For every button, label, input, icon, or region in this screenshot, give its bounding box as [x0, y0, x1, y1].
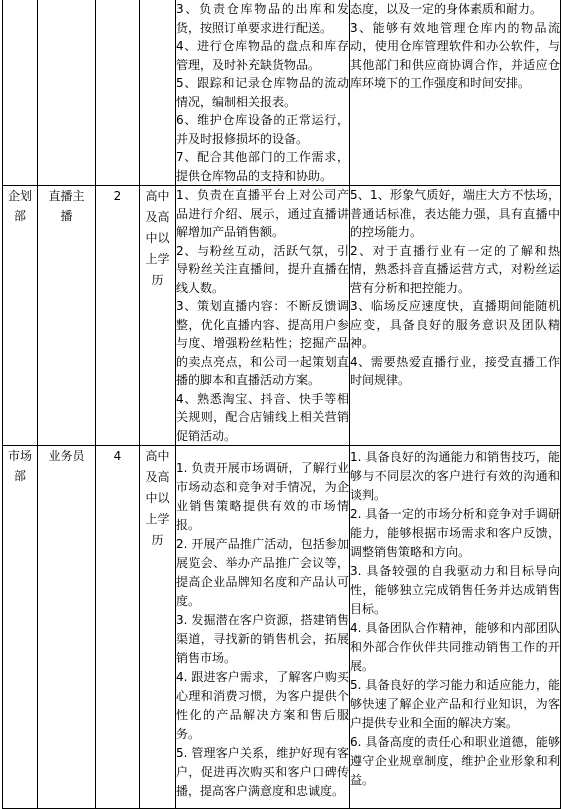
duty-item: 4、熟悉淘宝、抖音、快手等相关规则，配合店铺线上相关营销促销活动。 [176, 391, 349, 443]
department-cell: 市场部 [3, 446, 38, 809]
department-cell [3, 0, 38, 186]
position-cell [38, 0, 96, 186]
duty-item: 5、跟踪和记录仓库物品的流动情况，编制相关报表。 [176, 76, 349, 109]
job-requirements-table [2, 0, 561, 809]
education-cell [140, 0, 176, 186]
duty-item: 1、负责在直播平台上对公司产品进行介绍、展示，通过直播讲解增加产品销售额。 [176, 188, 349, 239]
requirement-item: 6. 具备高度的责任心和职业道德，能够遵守企业规章制度，维护企业形象和利益。 [350, 735, 560, 787]
duty-item: 2、与粉丝互动，活跃气氛，引导粉丝关注直播间，提升直播在线人数。 [176, 243, 349, 295]
duties-cell [176, 0, 350, 186]
table-row-planning [3, 186, 561, 446]
requirement-item: 1. 具备良好的沟通能力和销售技巧，能够与不同层次的客户进行有效的沟通和谈判。 [350, 450, 560, 502]
duty-item: 3. 发掘潜在客户资源，搭建销售渠道，寻找新的销售机会，拓展销售市场。 [176, 613, 349, 665]
duty-item: 3、策划直播内容：不断反馈调整，优化直播内容、提高用户参与度、增强粉丝粘性；挖掘产品的卖点亮点，和公司一起策划直播的脚本和直播活动方案。 [176, 299, 349, 387]
duty-item: 6、维护仓库设备的正常运行，并及时报修损坏的设备。 [176, 113, 349, 146]
requirement-item: 3. 具备较强的自我驱动力和目标导向性，能够独立完成销售任务并达成销售目标。 [350, 564, 560, 616]
education-cell: 高中及高中以上学历 [140, 186, 176, 446]
table-row-warehouse [3, 0, 561, 186]
requirement-item: 2. 具备一定的市场分析和竞争对手调研能力，能够根据市场需求和客户反馈，调整销售策略和方向。 [350, 507, 560, 559]
requirement-item: 4、需要热爱直播行业，接受直播工作时间规律。 [350, 354, 560, 387]
duty-item: 1. 负责开展市场调研，了解行业市场动态和竞争对手情况，为企业销售策略提供有效的市场情报。 [176, 461, 349, 532]
headcount-cell: 4 [96, 446, 140, 809]
requirements-cell [350, 0, 561, 186]
table-row-marketing [3, 446, 561, 809]
department-cell: 企划部 [3, 186, 38, 446]
requirements-cell [350, 186, 561, 446]
duty-item: 3、负责仓库物品的出库和发货，按照订单要求进行配送。 [176, 2, 349, 35]
duties-cell [176, 186, 350, 446]
requirement-item: 4. 具备团队合作精神，能够和内部团队和外部合作伙伴共同推动销售工作的开展。 [350, 621, 560, 673]
requirement-item: 5. 具备良好的学习能力和适应能力，能够快速了解企业产品和行业知识，为客户提供专业和全面的解决方案。 [350, 678, 560, 730]
requirement-item: 态度，以及一定的身体素质和耐力。 [350, 2, 543, 16]
education-cell: 高中及高中以上学历 [140, 446, 176, 809]
position-cell: 直播主播 [38, 186, 96, 446]
duty-item: 4、进行仓库物品的盘点和库存管理，及时补充缺货物品。 [176, 39, 349, 72]
duties-cell [176, 446, 350, 809]
duty-item: 7、配合其他部门的工作需求，提供仓库物品的支持和协助。 [176, 150, 349, 183]
headcount-cell: 2 [96, 186, 140, 446]
requirement-item: 5、1、形象气质好，端庄大方不怯场，普通话标准，表达能力强，具有直播中的控场能力。 [350, 188, 560, 239]
headcount-cell [96, 0, 140, 186]
requirement-item: 3、能够有效地管理仓库内的物品流动，使用仓库管理软件和办公软件，与其他部门和供应商协调合作，并适应仓库环境下的工作强度和时间安排。 [350, 20, 560, 90]
requirements-cell [350, 446, 561, 809]
duty-item: 2. 开展产品推广活动，包括参加展览会、举办产品推广会议等，提高企业品牌知名度和产品认可度。 [176, 537, 349, 608]
requirement-item: 2、对于直播行业有一定的了解和热情，熟悉抖音直播运营方式，对粉丝运营有分析和把控能力。 [350, 243, 560, 295]
requirement-item: 3、临场反应速度快，直播期间能随机应变，具备良好的服务意识及团队精神。 [350, 299, 560, 350]
duty-item: 5. 管理客户关系，维护好现有客户，促进再次购买和客户口碑传播，提高客户满意度和忠诚度。 [176, 746, 349, 798]
position-cell: 业务员 [38, 446, 96, 809]
duty-item: 4. 跟进客户需求，了解客户购买心理和消费习惯，为客户提供个性化的产品解决方案和售后服务。 [176, 670, 349, 741]
